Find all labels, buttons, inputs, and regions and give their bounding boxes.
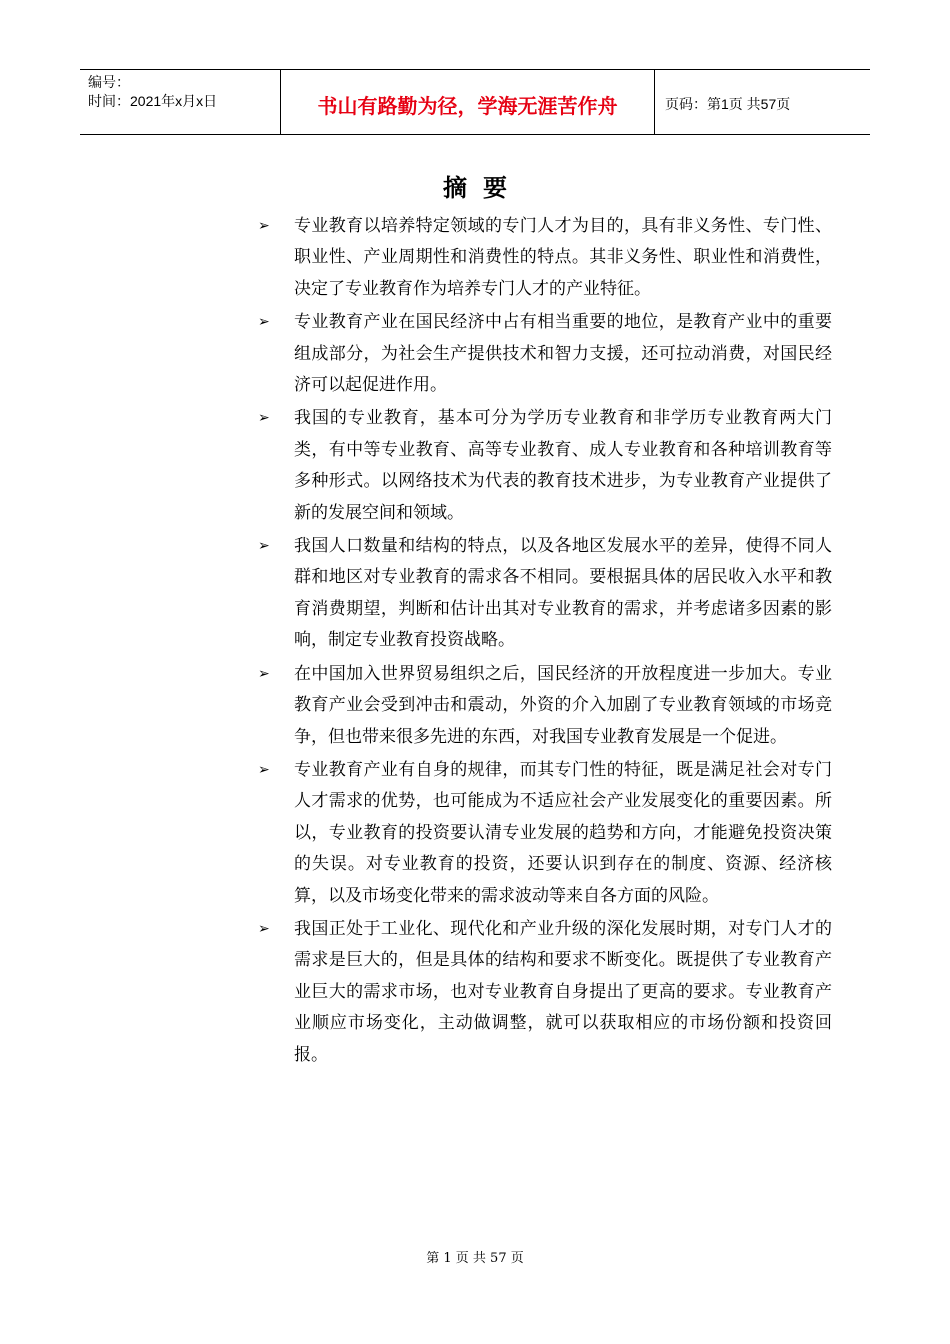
- bullet-text: 我国的专业教育，基本可分为学历专业教育和非学历专业教育两大门类，有中等专业教育、高等专业教育、成人专业教育和各种培训教育等多种形式。以网络技术为代表的教育技术进步，为专业教育产业提供了新的发展空间和领域。: [294, 408, 832, 523]
- list-item: [258, 307, 832, 401]
- list-item: [258, 755, 832, 912]
- page-header: [80, 69, 870, 135]
- document-title: 摘要: [443, 173, 523, 202]
- list-item: [258, 914, 832, 1071]
- arrow-bullet-icon: ➢: [258, 920, 270, 937]
- header-motto: 书山有路勤为径，学海无涯苦作舟: [281, 70, 655, 134]
- list-item: [258, 659, 832, 753]
- bullet-text: 我国人口数量和结构的特点，以及各地区发展水平的差异，使得不同人群和地区对专业教育的需求各不相同。要根据具体的居民收入水平和教育消费期望，判断和估计出其对专业教育的需求，并考虑诸多因素的影响，制定专业教育投资战略。: [294, 536, 832, 651]
- abstract-bullet-list: [258, 211, 832, 1073]
- header-page-info: 页码：第1页 共57页: [665, 95, 791, 112]
- bullet-text: 我国正处于工业化、现代化和产业升级的深化发展时期，对专门人才的需求是巨大的，但是具体的结构和要求不断变化。既提供了专业教育产业巨大的需求市场，也对专业教育自身提出了更高的要求。专业教育产业顺应市场变化，主动做调整，就可以获取相应的市场份额和投资回报。: [294, 918, 832, 1065]
- document-number-label: 编号：: [88, 74, 130, 90]
- list-item: [258, 211, 832, 305]
- arrow-bullet-icon: ➢: [258, 538, 270, 555]
- bullet-text: 专业教育产业在国民经济中占有相当重要的地位，是教育产业中的重要组成部分，为社会生产提供技术和智力支援，还可拉动消费，对国民经济可以起促进作用。: [294, 312, 832, 396]
- list-item: [258, 403, 832, 529]
- arrow-bullet-icon: ➢: [258, 761, 270, 778]
- page-footer: 第 1 页 共 57 页: [426, 1251, 524, 1266]
- bullet-text: 在中国加入世界贸易组织之后，国民经济的开放程度进一步加大。专业教育产业会受到冲击和震动，外资的介入加剧了专业教育领域的市场竞争，但也带来很多先进的东西，对我国专业教育发展是一个促进。: [294, 663, 832, 747]
- list-item: [258, 531, 832, 657]
- header-meta-cell: [80, 70, 281, 134]
- bullet-text: 专业教育产业有自身的规律，而其专门性的特征，既是满足社会对专门人才需求的优势，也可能成为不适应社会产业发展变化的重要因素。所以，专业教育的投资要认清专业发展的趋势和方向，才能避免投资决策的失误。对专业教育的投资，还要认识到存在的制度、资源、经济核算，以及市场变化带来的需求波动等来自各方面的风险。: [294, 759, 832, 906]
- arrow-bullet-icon: ➢: [258, 218, 270, 234]
- bullet-text: 专业教育以培养特定领域的专门人才为目的，具有非义务性、专门性、职业性、产业周期性和消费性的特点。其非义务性、职业性和消费性，决定了专业教育作为培养专门人才的产业特征。: [294, 216, 832, 299]
- document-date: 时间：2021年x月x日: [88, 93, 218, 109]
- arrow-bullet-icon: ➢: [258, 665, 270, 682]
- arrow-bullet-icon: ➢: [258, 410, 270, 427]
- arrow-bullet-icon: ➢: [258, 314, 270, 331]
